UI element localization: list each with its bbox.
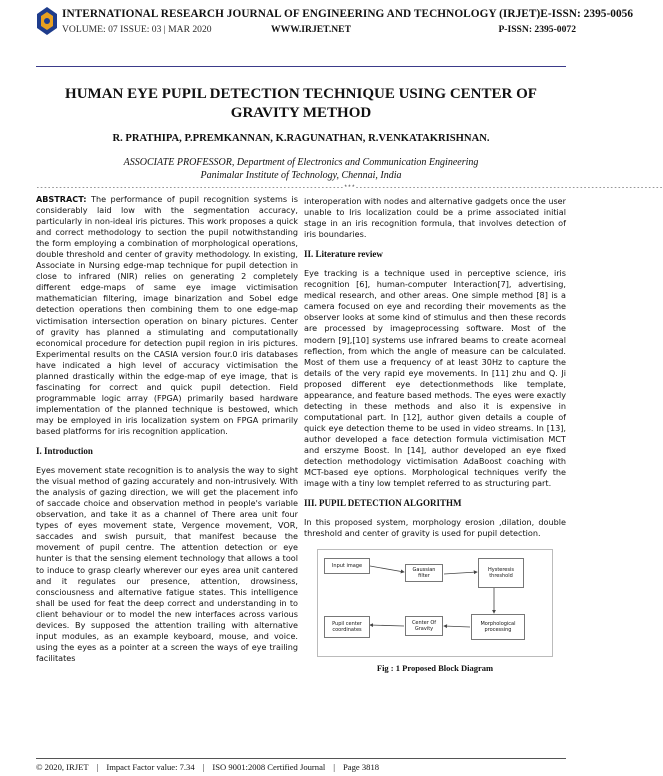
abstract-text: The performance of pupil recognition systems is considerably laid low with the segmentation accuracy, particularly in non-ideal iris pictures. This work proposes a quick and correct methodology to section the pupil notwithstanding the form employing a combination of morphological operations, double threshold and center of gravity methodology. In existing, Associate in Nursing edge-map technique for pupil detection in close to infrared (NIR) relies on generating 2 completely different edge-maps of same eye image victimisation mathematician filtering, image binarization and Sobel edge detection operations then combining them to one edge-map victimisation intersection operation on binary pictures. Center of gravity has planned a stimulating and computationally economical procedure for detection pupil region in iris pictures. Experimental results on the CASIA version four.0 iris databases have indicated a high level of accuracy victimisation the planned drastically within the edge-map of eye image, that is fascinating for correct and quick pupil detection. Field programmable logic array (FPGA) primarily based hardware implementation of the planned technique is bestowed, which may be employed in iris localization system on FPGA primarily based platforms for iris recognition application. [36,194,298,436]
footer-separator: | [202,762,205,772]
footer-page-number: Page 3818 [343,762,380,772]
footer-separator: | [96,762,99,772]
page-footer [36,758,566,772]
authors: R. PRATHIPA, P.PREMKANNAN, K.RAGUNATHAN, R.VENKATAKRISHNAN. [112,133,490,144]
section-divider: ---------------------------------------------------------------------------------***--------------------------------------------------------------------------------- [36,184,663,191]
volume-issue: VOLUME: 07 ISSUE: 03 | MAR 2020 [62,24,212,35]
right-column [304,196,566,674]
affiliation-line-1: ASSOCIATE PROFESSOR, Department of Electronics and Communication Engineering [123,157,479,168]
footer-separator: | [333,762,336,772]
footer-copyright: © 2020, IRJET [36,762,89,772]
left-column [36,194,298,664]
morphological-processing-block: Morphological processing [471,614,525,640]
journal-header [36,6,634,48]
hysteresis-threshold-block: Hysteresis threshold [478,558,524,588]
footer-impact-factor: Impact Factor value: 7.34 [106,762,195,772]
irjet-logo [36,6,58,36]
journal-website[interactable]: WWW.IRJET.NET [271,24,351,35]
algorithm-heading: III. PUPIL DETECTION ALGORITHM [304,498,462,509]
header-rule [36,66,566,67]
center-of-gravity-block: Center Of Gravity [405,616,443,636]
pupil-center-block: Pupil center coordinates [324,616,370,638]
gaussian-filter-block: Gaussian filter [405,564,443,582]
literature-text: Eye tracking is a technique used in perceptive science, iris recognition [6], human-computer Interaction[7], advertising, medical research, and other areas. One simple method [8] is a camera focused on eye and recording their movements as the observer looks at some kind of stimulus and then these records are processed by imageprocessing software. Most of the modern [9],[10] systems use infrared beams to create acorneal reflection, from which the angle of measure can be calculated. Most of them use a frequency of at least 30Hz to capture the details of the very rapid eye movements. In [11] zhu and Q. Ji proposed different eye detectionmethods like template, appearance, and feature based methods. The eyes were exactly detecting in these methods and also it is expensive in computational part. In [12], author given details a couple of quick eye detection theme to be used in video streams. In [13], author developed a face detection formula victimisation MCT and erszyme Boost. In [14], author developed an eye fixed detection methodology victimisation AdaBoost coaching with MCT-based eye options. Morphological techniques verify the image with a tiny low templet referred to as structuring part. [304,268,566,489]
literature-heading: II. Literature review [304,249,383,260]
p-issn: P-ISSN: 2395-0072 [498,24,576,35]
abstract [36,194,298,437]
introduction-heading: I. Introduction [36,446,93,457]
affiliation-line-2: Panimalar Institute of Technology, Chennai, India [200,170,402,181]
introduction-continued: interoperation with nodes and alternative gadgets once the user unable to Iris localization could be a prime associated initial stage in an iris recognition formula, that involves detection of iris boundaries. [304,196,566,240]
introduction-text: Eyes movement state recognition is to analysis the way to sight the visual method of gazing accurately and non-intrusively. With the analysis of gazing direction, we will get the placement info of saccade choice and observation method in people's variable observation, and take it as a channel of There area unit four types of eyes movement state, Vergence movement, VOR, saccades and swish pursuit, that manifest because the movement of pupil centre. The attention detection or eye hunter is that the sensing element technology that allows a tool to induce to grasp clearly wherever our eyes area unit cantered and it regulates our presence, attention, drowsiness, consciousness and alternative fatigue states. This intelligence shall be used for feat the deep correct and understanding in to client behaviour or to model the new interfaces across various devices. By supposed the attention trailing with alternative input modules, as an example keyboard, mouse, and voice. using the eyes as a pointer at a screen the ways of eye trailing facilitates [36,465,298,663]
figure-caption: Fig : 1 Proposed Block Diagram [376,663,494,674]
paper-title: HUMAN EYE PUPIL DETECTION TECHNIQUE USING CENTER OF GRAVITY METHOD [65,86,537,121]
abstract-label: ABSTRACT: [36,194,87,204]
algorithm-text: In this proposed system, morphology erosion ,dilation, double threshold and center of gravity is used for pupil detection. [304,517,566,539]
journal-title: INTERNATIONAL RESEARCH JOURNAL OF ENGINEERING AND TECHNOLOGY (IRJET)E-ISSN: 2395-0056 [62,8,634,20]
input-image-block: Input image [324,558,370,574]
footer-iso: ISO 9001:2008 Certified Journal [212,762,326,772]
block-diagram [317,549,553,657]
